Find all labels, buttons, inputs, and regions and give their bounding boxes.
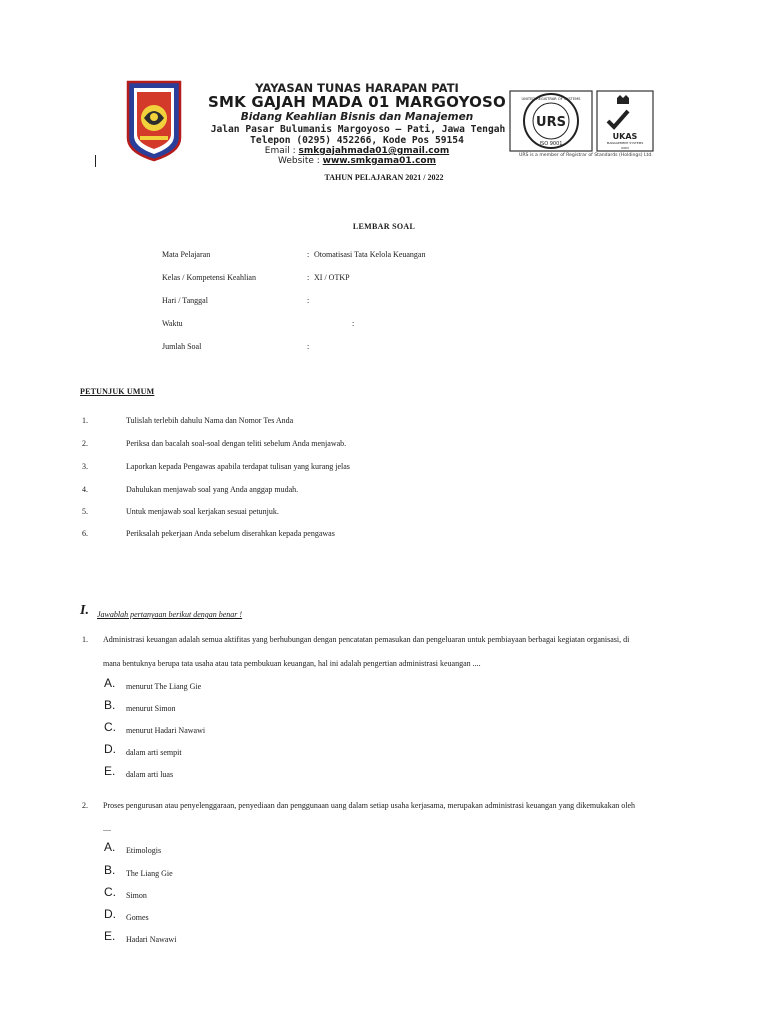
option-text: Etimologis [126, 846, 162, 855]
instruction-number: 5. [82, 507, 88, 516]
instruction-text: Dahulukan menjawab soal yang Anda anggap mudah. [126, 485, 299, 494]
email-label: Email : [264, 146, 299, 156]
letterhead-left-rule [95, 155, 96, 167]
info-colon: : [307, 296, 310, 305]
instruction-number: 3. [82, 462, 88, 471]
school-website [192, 156, 522, 166]
foundation-name: YAYASAN TUNAS HARAPAN PATI [255, 81, 459, 95]
option-text: menurut Hadari Nawawi [126, 726, 206, 735]
option-letter: E. [104, 764, 116, 778]
svg-text:UNITED REGISTRAR OF SYSTEMS: UNITED REGISTRAR OF SYSTEMS [521, 97, 581, 101]
option-letter: D. [104, 907, 116, 921]
website-link[interactable]: www.smkgama01.com [322, 156, 436, 166]
svg-text:UKAS: UKAS [612, 132, 638, 141]
instruction-number: 4. [82, 485, 88, 494]
info-label: Kelas / Kompetensi Keahlian [162, 273, 256, 282]
option-text: dalam arti luas [126, 770, 174, 779]
school-name: SMK GAJAH MADA 01 MARGOYOSO [207, 93, 507, 111]
instruction-number: 1. [82, 416, 88, 425]
svg-text:URS: URS [536, 115, 566, 130]
info-colon: : [307, 273, 310, 282]
instruction-text: Periksalah pekerjaan Anda sebelum diserahkan kepada pengawas [126, 529, 335, 538]
school-phone: Telepon (0295) 452266, Kode Pos 59154 [250, 135, 464, 146]
urs-certification-logo [510, 91, 592, 151]
info-label: Waktu [162, 319, 183, 328]
svg-text:MANAGEMENT SYSTEMS: MANAGEMENT SYSTEMS [606, 141, 644, 145]
option-letter: A. [104, 676, 116, 690]
option-letter: A. [104, 840, 116, 854]
info-colon: : [352, 319, 355, 328]
question-text-line: .... [103, 824, 111, 833]
option-text: Gomes [126, 913, 149, 922]
svg-text:ISO 9001: ISO 9001 [539, 141, 563, 147]
option-text: Simon [126, 891, 147, 900]
question-text-line: Administrasi keuangan adalah semua aktifitas yang berhubungan dengan pencatatan pemasukan dan pengeluaran untuk pembiayaan berbagai kegiatan organisasi, di [103, 635, 630, 644]
section-number: I. [80, 603, 89, 618]
info-value: Otomatisasi Tata Kelola Keuangan [314, 250, 426, 259]
school-address: Jalan Pasar Bulumanis Margoyoso – Pati, Jawa Tengah [210, 124, 506, 135]
sheet-title: LEMBAR SOAL [352, 222, 416, 231]
instruction-text: Tulislah terlebih dahulu Nama dan Nomor Tes Anda [126, 416, 294, 425]
school-email [192, 146, 522, 156]
info-colon: : [307, 250, 310, 259]
certification-note: URS is a member of Registrar of Standards (Holdings) Ltd. [519, 153, 653, 158]
instructions-heading: PETUNJUK UMUM [80, 387, 155, 396]
field-of-expertise: Bidang Keahlian Bisnis dan Manajemen [240, 111, 474, 123]
question-number: 1. [82, 635, 88, 644]
school-logo [128, 82, 180, 160]
instruction-text: Laporkan kepada Pengawas apabila terdapat tulisan yang kurang jelas [126, 462, 350, 471]
website-label: Website : [278, 156, 323, 166]
email-link[interactable]: smkgajahmada01@gmail.com [298, 146, 450, 156]
info-label: Jumlah Soal [162, 342, 202, 351]
option-letter: C. [104, 885, 116, 899]
info-value: XI / OTKP [314, 273, 350, 282]
option-text: dalam arti sempit [126, 748, 182, 757]
section-instruction: Jawablah pertanyaan berikut dengan benar ! [97, 610, 243, 619]
option-text: The Liang Gie [126, 869, 173, 878]
instruction-text: Untuk menjawab soal kerjakan sesuai petunjuk. [126, 507, 279, 516]
instruction-text: Periksa dan bacalah soal-soal dengan teliti sebelum Anda menjawab. [126, 439, 347, 448]
instruction-number: 6. [82, 529, 88, 538]
ukas-certification-logo [597, 91, 653, 151]
question-number: 2. [82, 801, 88, 810]
question-text-line: Proses pengurusan atau penyelenggaraan, penyediaan dan penggunaan uang dalam setiap usaha kerjasama, merupakan administrasi keuangan yang dikemukakan oleh [103, 801, 636, 810]
option-letter: B. [104, 863, 116, 877]
instruction-number: 2. [82, 439, 88, 448]
option-letter: B. [104, 698, 116, 712]
info-colon: : [307, 342, 310, 351]
option-letter: D. [104, 742, 116, 756]
question-text-line: mana bentuknya berupa tata usaha atau tata pembukuan keuangan, hal ini adalah pengertian administrasi keuangan .... [103, 659, 481, 668]
option-text: Hadari Nawawi [126, 935, 177, 944]
option-text: menurut The Liang Gie [126, 682, 202, 691]
info-label: Mata Pelajaran [162, 250, 211, 259]
option-text: menurut Simon [126, 704, 176, 713]
option-letter: C. [104, 720, 116, 734]
svg-text:0063: 0063 [621, 146, 629, 150]
option-letter: E. [104, 929, 116, 943]
academic-year-title: TAHUN PELAJARAN 2021 / 2022 [324, 173, 444, 182]
info-label: Hari / Tanggal [162, 296, 208, 305]
